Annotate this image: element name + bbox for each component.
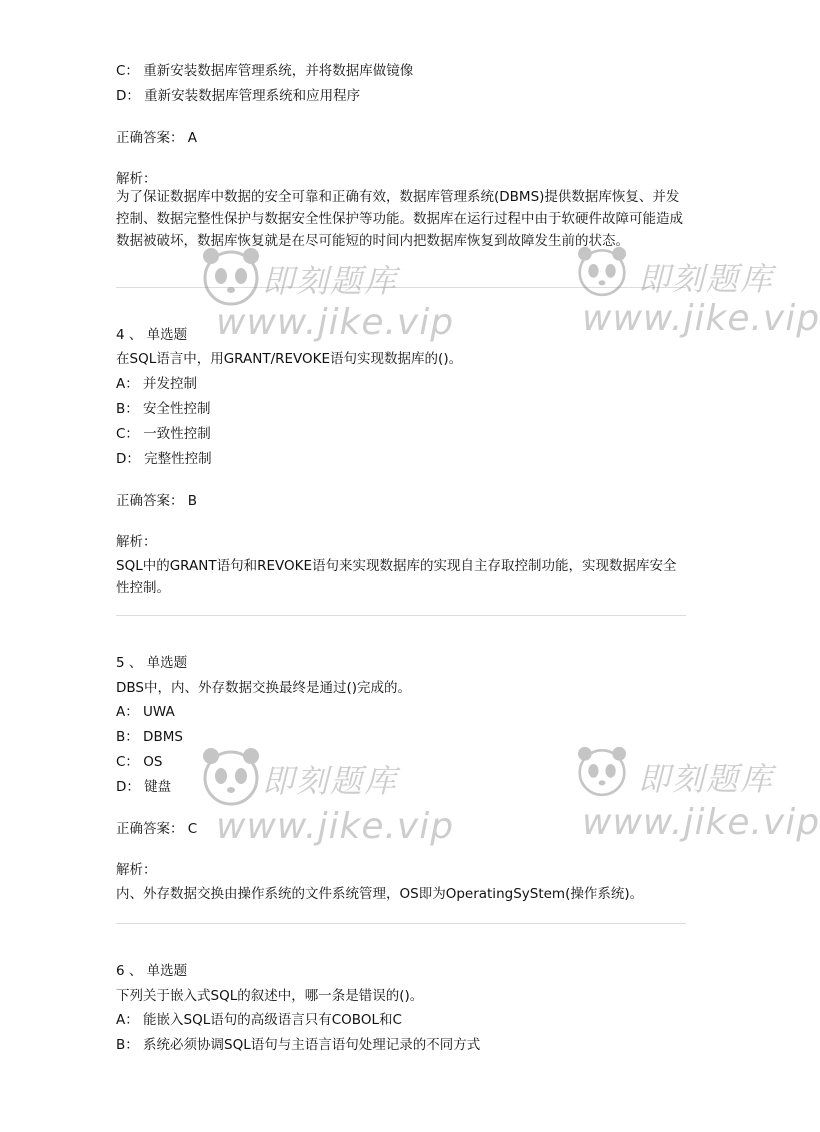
watermark-brand: 即刻题库 [638,260,775,298]
q4-option-c: C： 一致性控制 [116,426,211,442]
q6-stem: 下列关于嵌入式SQL的叙述中，哪一条是错误的()。 [116,988,424,1004]
q4-option-a: A： 并发控制 [116,376,198,392]
q3-analysis-label: 解析： [116,171,157,187]
q5-analysis-label: 解析： [116,862,157,878]
watermark [572,740,820,860]
q5-stem: DBS中，内、外存数据交换最终是通过()完成的。 [116,680,412,696]
q4-answer: 正确答案： B [116,493,198,509]
q6-option-b: B： 系统必须协调SQL语句与主语言语句处理记录的不同方式 [116,1037,481,1053]
q4-option-d: D： 完整性控制 [116,451,212,467]
watermark-right-column [560,0,820,1132]
q4-analysis: SQL中的GRANT语句和REVOKE语句来实现数据库的实现自主存取控制功能，实现数据库安全性控制。 [116,558,677,596]
watermark-url: www.jike.vip [582,298,820,339]
watermark-brand: 即刻题库 [262,262,399,300]
q4-analysis-label: 解析： [116,534,157,550]
q3-answer: 正确答案： A [116,130,198,146]
panda-icon [572,240,632,300]
watermark-url: www.jike.vip [582,802,820,843]
q4-header: 4 、 单选题 [116,327,188,343]
q6-option-a: A： 能嵌入SQL语句的高级语言只有COBOL和C [116,1012,402,1028]
q3-option-d: D： 重新安装数据库管理系统和应用程序 [116,88,361,104]
watermark-url: www.jike.vip [216,806,455,847]
watermark [572,240,820,360]
q3-analysis: 为了保证数据库中数据的安全可靠和正确有效，数据库管理系统(DBMS)提供数据库恢复、并发控制、数据完整性保护与数据安全性保护等功能。数据库在运行过程中由于软硬件故障可能造成数据被破坏，数据库恢复就是在尽可能短的时间内把数据库恢复到故障发生前的状态。 [116,189,683,249]
q5-option-d: D： 键盘 [116,779,172,795]
watermark-brand: 即刻题库 [262,762,399,800]
q6-header: 6 、 单选题 [116,963,188,979]
q5-option-b: B： DBMS [116,729,183,745]
q3-option-c: C： 重新安装数据库管理系统，并将数据库做镜像 [116,63,414,79]
q5-header: 5 、 单选题 [116,655,188,671]
q4-option-b: B： 安全性控制 [116,401,211,417]
panda-icon [572,740,632,800]
panda-icon [196,740,266,810]
watermark-brand: 即刻题库 [638,760,775,798]
q5-answer: 正确答案： C [116,821,198,837]
watermark [196,740,455,870]
q5-option-c: C： OS [116,754,163,770]
watermark-url: www.jike.vip [216,302,455,343]
watermark [196,240,455,360]
q4-stem: 在SQL语言中，用GRANT/REVOKE语句实现数据库的()。 [116,351,463,367]
q5-option-a: A： UWA [116,704,175,720]
q5-analysis: 内、外存数据交换由操作系统的文件系统管理，OS即为OperatingSyStem(操作系统)。 [116,886,644,902]
